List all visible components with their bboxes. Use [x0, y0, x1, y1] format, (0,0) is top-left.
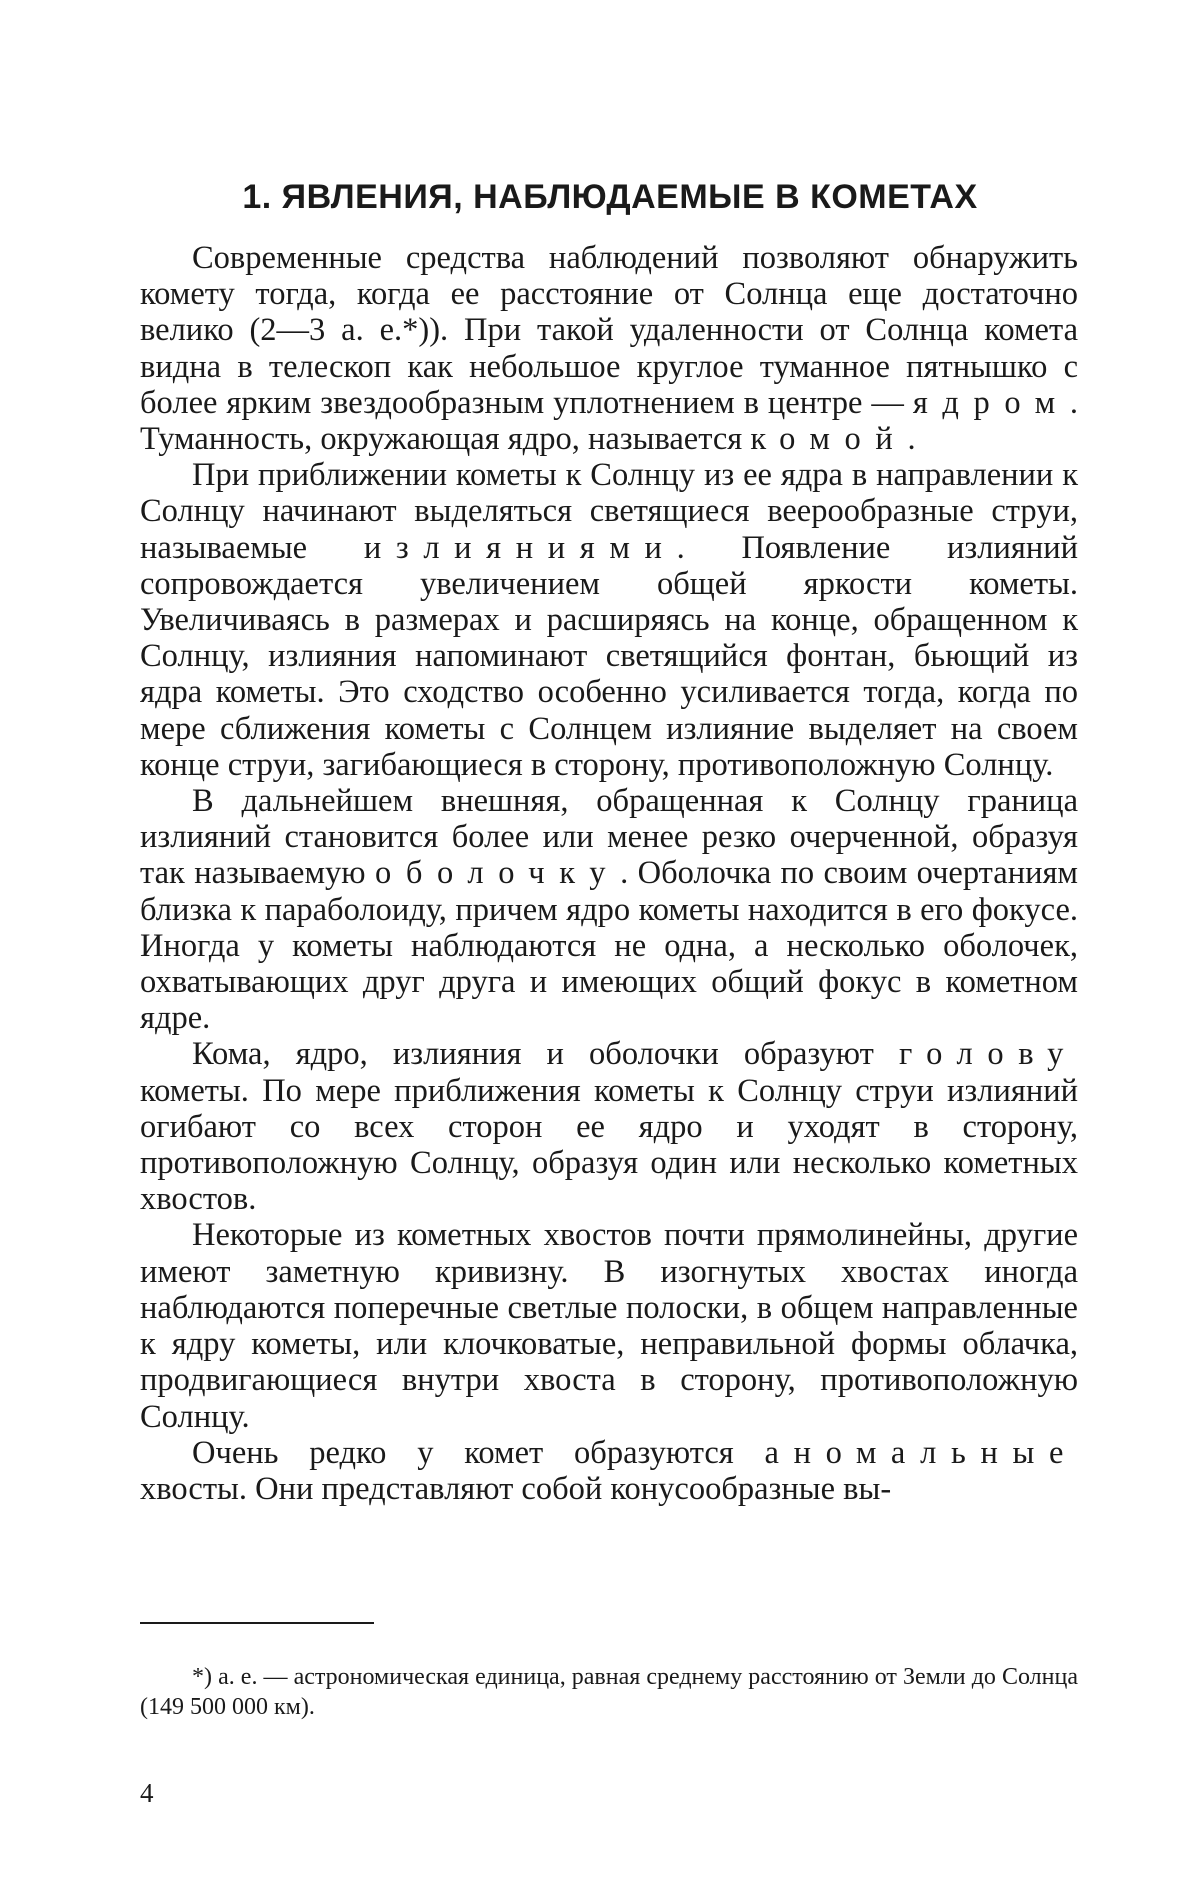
section-title: 1. ЯВЛЕНИЯ, НАБЛЮДАЕМЫЕ В КОМЕТАХ [242, 178, 978, 216]
text-run: Некоторые из кометных хвостов почти прямолинейны, другие имеют заметную кривизну. В изогнутых хвостах иногда наблюдаются поперечные светлые полоски, в общем направленные к ядру кометы, или клочковатые, неправильной формы облачка, продвигающиеся внутри хвоста в сторону, противоположную Солнцу. [140, 1217, 1078, 1435]
text-run: Современные средства наблюдений позволяют обнаружить комету тогда, когда ее расстояние от Солнца еще достаточно велико (2—3 а. е.*)). При такой удаленности от Солнца комета видна в телескоп как небольшое круглое туманное пятнышко с более ярким звездообразным уплотнением в центре — [140, 240, 1078, 421]
emphasized-term: излияниями [363, 529, 677, 566]
text-run: В дальнейшем внешняя, обращенная к Солнцу граница излияний становится более или менее резко очерченной, образуя так называемую [140, 783, 1078, 892]
paragraph-5 [140, 1217, 1078, 1434]
footnote [140, 1662, 1078, 1722]
text-run: . Туманность, окружающая ядро, называется [140, 384, 1078, 458]
paragraph-3 [140, 783, 1078, 1036]
emphasized-term: ядром [912, 384, 1070, 421]
text-run: хвосты. Они представляют собой конусообразные вы- [140, 1470, 892, 1507]
text-run: Кома, ядро, излияния и оболочки образуют [192, 1036, 899, 1073]
emphasized-term: аномальные [764, 1434, 1078, 1471]
paragraph-1 [140, 240, 1078, 457]
text-run: Очень редко у комет образуются [192, 1434, 765, 1471]
paragraph-6 [140, 1435, 1078, 1507]
page-number: 4 [140, 1778, 154, 1808]
text-run: . Появление излияний сопровождается увеличением общей яркости кометы. Увеличиваясь в размерах и расширяясь на конце, обращенном к Солнцу, излияния напоминают светящийся фонтан, бьющий из ядра кометы. Это сходство особенно усиливается тогда, когда по мере сближения кометы с Солнцем излияние выделяет на своем конце струи, загибающиеся в сторону, противоположную Солнцу. [140, 529, 1078, 783]
body-text [140, 240, 1078, 1507]
emphasized-term: голову [898, 1036, 1078, 1073]
paragraph-2 [140, 457, 1078, 783]
paragraph-4 [140, 1036, 1078, 1217]
emphasized-term: комой [750, 421, 908, 458]
text-run: . Оболочка по своим очертаниям близка к параболоиду, причем ядро кометы находится в его фокусе. Иногда у кометы наблюдаются не одна, а несколько оболочек, охватывающих друг друга и имеющих общий фокус в кометном ядре. [140, 855, 1079, 1037]
footnote-text: *) а. е. — астрономическая единица, равная среднему расстоянию от Земли до Солнца (149 500 000 км). [140, 1664, 1078, 1720]
text-run: При приближении кометы к Солнцу из ее ядра в направлении к Солнцу начинают выделяться светящиеся веерообразные струи, называемые [140, 457, 1078, 566]
text-run: . [907, 421, 916, 458]
footnote-divider [140, 1622, 374, 1624]
text-run: кометы. По мере приближения кометы к Солнцу струи излияний огибают со всех сторон ее ядро и уходят в сторону, противоположную Солнцу, образуя один или несколько кометных хвостов. [140, 1072, 1078, 1218]
emphasized-term: оболочку [374, 855, 621, 892]
